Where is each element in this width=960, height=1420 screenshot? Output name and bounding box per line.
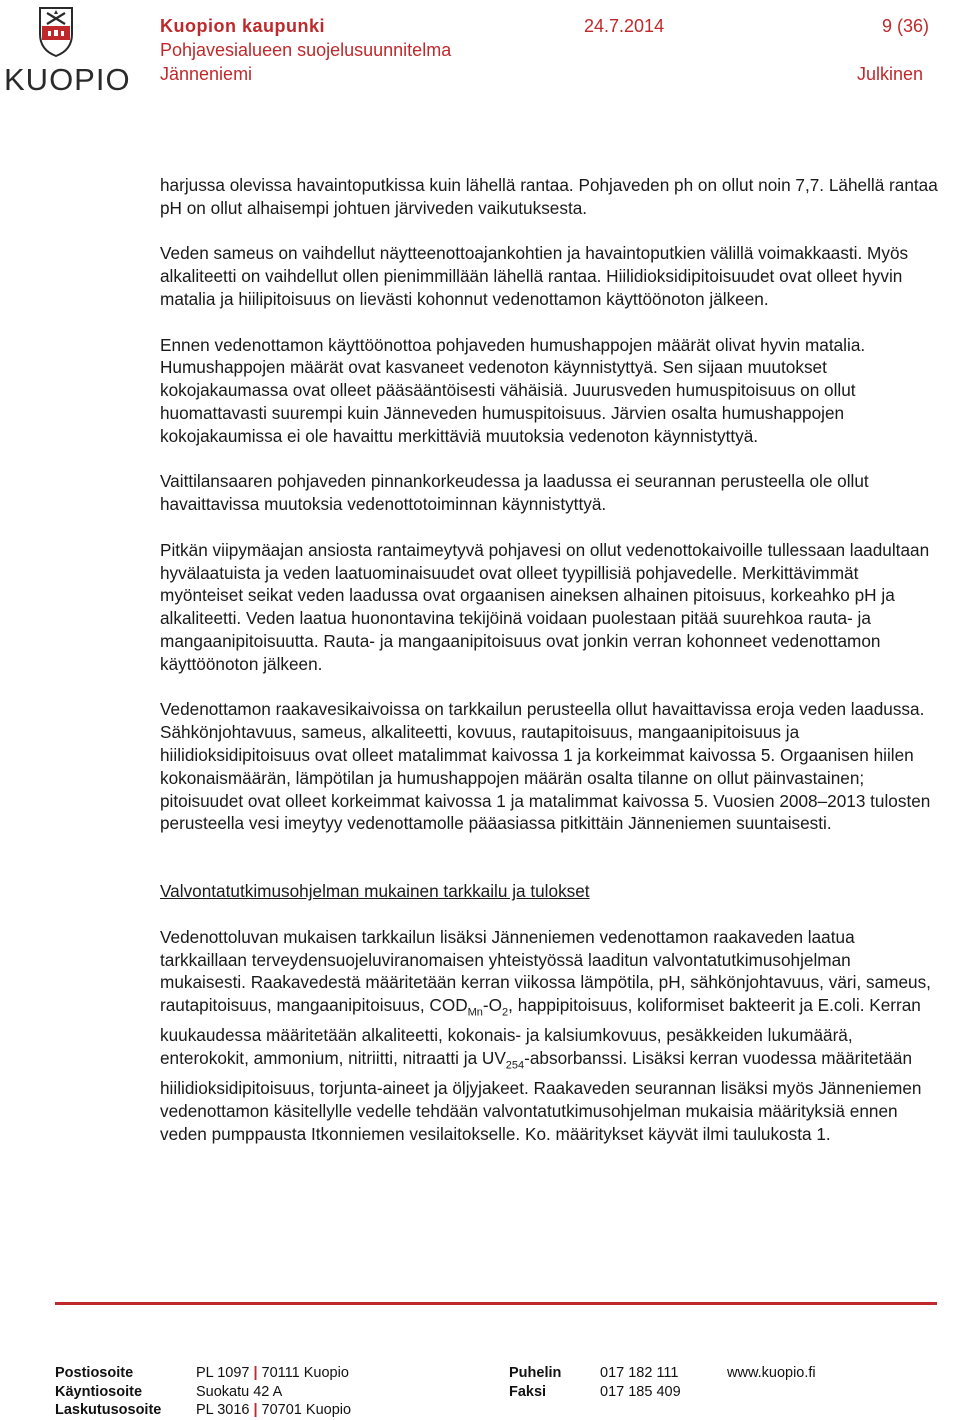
body-paragraph-7 [160,926,938,1146]
body-paragraph-3: Ennen vedenottamon käyttöönottoa pohjaveden humushappojen määrät olivat hyvin matalia. Humushappojen määrät ovat kasvaneet vedenoton käynnistyttyä. Sen sijaan muutokset kokojakaumassa ovat olleet pääsääntöisesti vähäisiä. Juurusveden humuspitoisuus on ollut huomattavasti suurempi kuin Jänneveden humuspitoisuus. Järvien osalta humushappojen kokojakaumissa ei ole havaittu merkittäviä muutoksia vedenoton käynnistyttyä. [160,334,866,446]
fax-value: 017 185 409 [600,1384,681,1400]
body-paragraph-2: Veden sameus on vaihdellut näytteenottoajankohtien ja havaintoputkien välillä voimakkaasti. Myös alkaliteetti on vaihdellut ollen pienimmillään lähellä rantaa. Hiilidioksidipitoisuudet ovat olleet hyvin matalia ja hiilipitoisuus on lievästi kohonnut vedenottamon käyttöönoton jälkeen. [160,243,909,309]
separator: | [253,1365,258,1381]
postal-code: 70111 Kuopio [261,1365,349,1381]
document-date: 24.7.2014 [584,16,665,36]
page-number: 9 (36) [882,16,930,36]
area-name: Jänneniemi [160,64,253,84]
postal-address-label: Postiosoite [55,1365,134,1381]
body-paragraph-6: Vedenottamon raakavesikaivoissa on tarkkailun perusteella ollut havaittavissa eroja veden laadussa. Sähkönjohtavuus, sameus, alkaliteetti, kovuus, rautapitoisuus, mangaanipitoisuus ja hiilidioksidipitoisuus ovat olleet matalimmat kaivossa 1 ja korkeimmat kaivossa 5. Orgaanisen hiilen kokonaismäärän, lämpötilan ja humushappojen määrän osalta tilanne on ollut päinvastainen; pitoisuudet ovat olleet korkeimmat kaivossa 1 ja matalimmat kaivossa 5. Vuosien 2008–2013 tulosten perusteella vesi imeytyy vedenottamolle pääasiassa pitkittäin Jänneniemen suuntaisesti. [160,699,931,834]
phone-label: Puhelin [509,1365,562,1381]
p7-sub-254: 254 [505,1059,525,1072]
kuopio-logo [4,4,131,97]
phone-value: 017 182 111 [600,1365,679,1381]
classification-label: Julkinen [857,64,924,84]
separator: | [253,1402,258,1418]
body-paragraph-1: harjussa olevissa havaintoputkissa kuin lähellä rantaa. Pohjaveden ph on ollut noin 7,7. Lähellä rantaa pH on ollut alhaisempi johtuen järviveden vaikutuksesta. [160,175,938,218]
section-heading: Valvontatutkimusohjelman mukainen tarkkailu ja tulokset [160,881,590,902]
coat-of-arms-icon [38,4,74,58]
body-paragraph-5: Pitkän viipymäajan ansiosta rantaimeytyvä pohjavesi on ollut vedenottokaivoille tullessaan laadultaan hyvälaatuista ja veden laatuominaisuudet ovat olleet tyypillisiä pohjavedelle. Merkittävimmät myönteiset seikat veden laadussa ovat orgaanisen aineksen alhainen pitoisuus, korkeahko pH ja alkaliteetti. Veden laatua huonontavina tekijöinä voidaan puolestaan pitää suurehkoa rauta- ja mangaanipitoisuutta. Rauta- ja mangaanipitoisuus ovat jonkin verran kohonneet vedenottamon käyttöönoton jälkeen. [160,539,930,674]
p7-text-1: Vedenottoluvan mukaisen tarkkailun lisäksi Jänneniemen vedenottamon raakaveden laatua tarkkaillaan terveydensuojeluviranomaisen yhteistyössä laaditun valvontatutkimusohjelman mukaisesti. Raakavedestä määritetään kerran viikossa lämpötila, pH, sähkönjohtavuus, väri, sameus, rautapitoisuus, mangaanipitoisuus, COD [160,926,931,1016]
postal-box: PL 1097 [196,1365,250,1381]
billing-address-value [196,1401,351,1419]
body-paragraph-4: Vaittilansaaren pohjaveden pinnankorkeudessa ja laadussa ei seurannan perusteella ole ollut havaittavissa muutoksia vedenottotoiminnan käynnistyttyä. [160,471,869,515]
p7-text-4: -absorbanssi. Lisäksi kerran vuodessa määritetään hiilidioksidipitoisuus, torjunta-aineet ja öljyjakeet. Raakaveden seurannan lisäksi myös Jänneniemen vedenottamon käsitellylle vedelle tehdään valvontatutkimusohjelman mukaisia määrityksiä ennen veden pumppausta Itkonniemen vesilaitokselle. Ko. määritykset käyvät ilmi taulukosta 1. [160,1048,922,1144]
document-body [160,174,938,1146]
fax-label: Faksi [509,1384,547,1400]
billing-code: 70701 Kuopio [261,1402,352,1418]
visiting-address-value: Suokatu 42 A [196,1384,283,1400]
p7-sub-mn: Mn [467,1006,483,1019]
p7-text-2: -O [482,995,503,1016]
visiting-address-label: Käyntiosoite [55,1384,143,1400]
billing-address-label: Laskutusosoite [55,1402,162,1418]
p7-sub-2: 2 [502,1006,509,1019]
logo-wordmark: KUOPIO [4,62,131,97]
p7-text-3: , happipitoisuus, koliformiset bakteerit ja E.coli. Kerran kuukaudessa määritetään alkaliteetti, kokonais- ja kalsiumkovuus, pesäkkeiden lukumäärä, enterokokit, ammonium, nitriitti, nitraatti ja UV [160,995,921,1069]
website-link[interactable]: www.kuopio.fi [727,1365,816,1381]
footer-divider [55,1302,937,1305]
postal-address-value [196,1364,349,1382]
organization-name: Kuopion kaupunki [160,16,325,36]
document-title: Pohjavesialueen suojelusuunnitelma [160,40,452,60]
billing-box: PL 3016 [196,1402,250,1418]
